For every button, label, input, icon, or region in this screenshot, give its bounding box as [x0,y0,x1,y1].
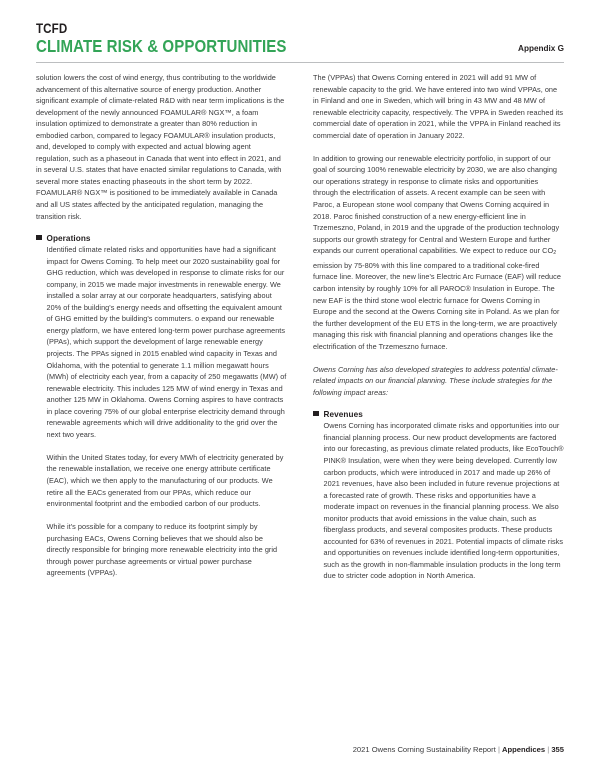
section-revenues [313,410,564,582]
co2-subscript: 2 [553,250,557,257]
square-bullet-icon [313,411,319,417]
section-title: Operations [46,233,91,243]
body-columns [36,72,564,582]
footer-report-name: 2021 Owens Corning Sustainability Report [352,745,496,754]
header-row [36,22,564,55]
paragraph: The (VPPAs) that Owens Corning entered in 2021 will add 91 MW of renewable capacity to the grid. We have entered into two wind VPPAs, one in Finland and one in Sweden, which will bring in 43 MW and 48 MW of renewable electricity capacity, respectively. The VPPA in Sweden reached its commercial date of operation in 2021, while the VPPA in Finland reached its commercial date of operation in January 2022. [313,73,564,140]
header-titles [36,22,327,55]
section-body [36,244,287,579]
header-divider [36,62,564,63]
section-heading [36,234,287,243]
page-footer [353,745,564,754]
section-body [313,420,564,582]
section-heading [313,410,564,419]
paragraph: Owens Corning has incorporated climate risks and opportunities into our financial planning process. Our new product developments are factored into our forecasting, as previous climate related products, like EcoTouch® PINK® Insulation, were when they were being developed. Currently low carbon products, which were introduced in 2017 and made up 26% of 2021 revenues, have also been included in future revenue projections at a forecasted rate of growth. These risks and opportunities have a moderate impact on revenues in the financial planning process. We also monitor products that avoid emissions in the value chain, such as fiberglass products, and several composites products. These products accounted for 63% of revenues in 2021. Potential impacts of climate risks and opportunities on revenues include identified long-term opportunities, such as the growth in non-flammable insulation products in the long term due to stricter code adoption in North America. [323,421,564,581]
footer-separator: | [497,745,500,754]
paragraph-co2 [313,153,564,352]
footer-section-name: Appendices [502,745,546,754]
right-column [313,72,564,582]
paragraph-co2-part2: emission by 75-80% with this line compared to a traditional coke-fired furnace line. Moreover, the new line's Electric Arc Furnace (EAF) will reduce carbon intensity by roughly 10% for all PAROC® Insulation in Europe. The new EAF is the third stone wool electric furnace for Owens Corning in Europe and the second at the Owens Corning site in Poland. As we plan for the further development of the EU ETS in the long-term, we are proactively managing this risk with financial planning and operations changes like the electrification of the Trzemeszno furnace. [313,260,561,351]
page-title: CLIMATE RISK & OPPORTUNITIES [36,35,287,56]
paragraph-co2-part1: In addition to growing our renewable electricity portfolio, in support of our goal of sourcing 100% renewable electricity by 2030, we are also changing our operations strategy in response to climate risks and opportunities through the electrification of assets. A recent example can be seen with Paroc, a European stone wool company that Owens Corning acquired in 2018. Paroc finished construction of a new energy-efficient line in Trzemeszno, Poland, in 2019 and the upgrade of the production technology supports our growth strategy for Central and Western Europe and further expands our current operational capabilities. We expect to reduce our CO [313,153,560,256]
section-title: Revenues [323,409,363,419]
page-header [36,22,564,55]
section-operations [36,234,287,579]
italic-lead-in-paragraph: Owens Corning has also developed strategies to address potential climate-related impacts on our financial planning. These include strategies for the following impact areas: [313,364,558,397]
appendix-label: Appendix G [518,44,564,53]
square-bullet-icon [36,235,42,241]
footer-page-number: 355 [551,745,564,754]
paragraph: Within the United States today, for every MWh of electricity generated by the renewable installation, we receive one energy attribute certificate (EAC), which we then apply to the manufacturing of our products. We retire all the EACs generated from our PPAs, which reduce our environmental footprint and the embodied carbon of our products. [46,452,284,509]
paragraph: Identified climate related risks and opportunities have had a significant impact for Owens Corning. To help meet our 2020 sustainability goal for GHG reduction, which was developed in response to climate risks for our company, in 2015 we made major investments in renewable energy. We installed a solar array at our corporate headquarters, satisfying about 20% of the building's energy needs and offsetting the equivalent amount of GHG emitted by the building's commuters. o expand our renewable energy platform, we have entered long-term power purchase agreements (PPAs), which support the development of large renewable energy projects. The PPAs signed in 2015 enabled wind capacity in Texas and Oklahoma, with the potential to generate 1.1 million megawatt hours (MWh) of electricity each year, from a capacity of 250 megawatts (MW) of renewable electricity. This includes 125 MW of wind energy in Texas and another 125 MW in Oklahoma. Owens Corning aspires to have contracts in place covering 75% of our global enterprise electricity demand through renewable agreements which will drive additionality to the grid over the next two years. [46,245,287,439]
header-eyebrow: TCFD [36,21,68,36]
left-column [36,72,287,582]
footer-separator-2: | [547,745,550,754]
paragraph: solution lowers the cost of wind energy, thus contributing to the worldwide advancement of this alternative source of energy production. Another significant example of climate-related R&D with near term implications is the development of the newly announced FOAMULAR® NGX™, a foam insulation optimized to demonstrate a greater than 80% reduction in embodied carbon, compared to legacy FOAMULAR® insulation products, and, developed to comply with expected and actual blowing agent regulation, such as a phaseout in Canada that went into effect in 2021, and in several U.S. states that have enacted similar regulations to Canada, with several more states enacting phaseouts in the short term by 2022. FOAMULAR® NGX™ is positioned to be immediately available in Canada and all US states affected by the anticipated regulation, managing the transition risk. [36,73,285,221]
paragraph: While it's possible for a company to reduce its footprint simply by purchasing EACs, Owens Corning believes that we should also be directly responsible for bringing more renewable electricity into the grid through power purchase agreements or virtual power purchase agreements (VPPAs). [46,522,278,578]
